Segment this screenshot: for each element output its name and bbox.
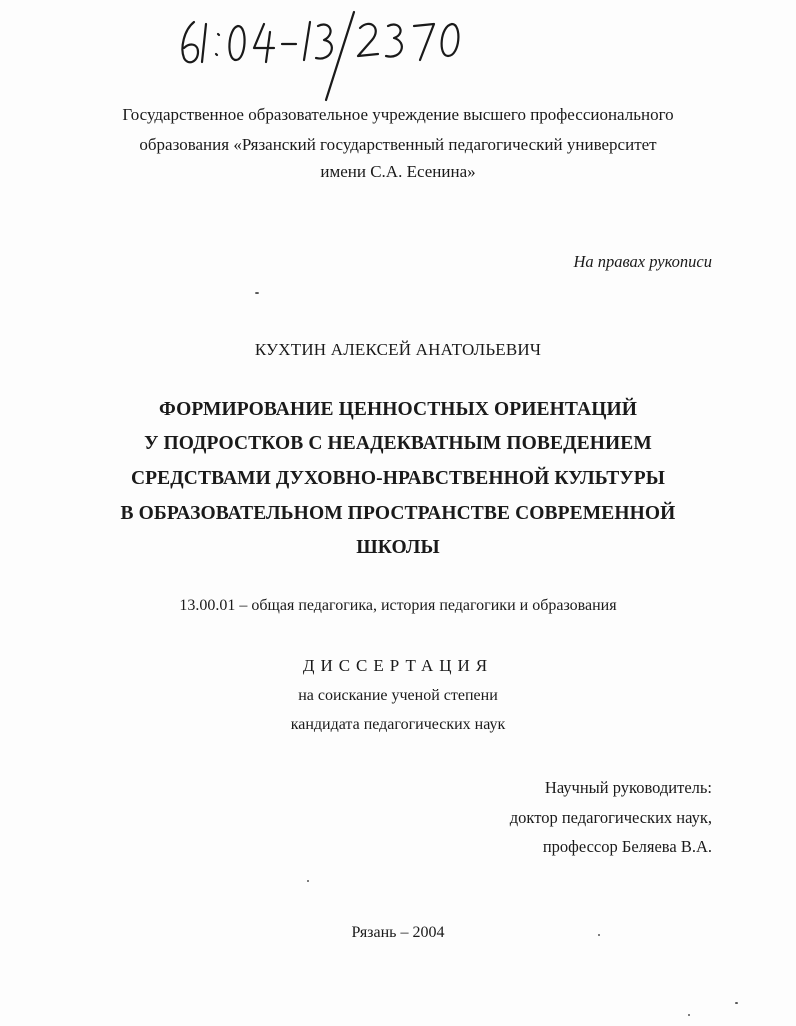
dissertation-heading: ДИССЕРТАЦИЯ	[302, 656, 494, 675]
institution-line-3: имени С.А. Есенина»	[320, 162, 476, 181]
title-line-1: ФОРМИРОВАНИЕ ЦЕННОСТНЫХ ОРИЕНТАЦИЙ	[158, 399, 638, 420]
degree-line-2: кандидата педагогических наук	[290, 716, 506, 733]
place-year: Рязань – 2004	[351, 924, 445, 941]
supervisor-degree: доктор педагогических наук,	[509, 808, 712, 827]
supervisor-label: Научный руководитель:	[544, 778, 712, 797]
degree-line-1: на соискание ученой степени	[298, 687, 498, 704]
manuscript-rights-note: На правах рукописи	[573, 252, 712, 271]
scan-speck	[735, 1002, 738, 1004]
title-line-2: У ПОДРОСТКОВ С НЕАДЕКВАТНЫМ ПОВЕДЕНИЕМ	[144, 433, 652, 454]
institution-line-2: образования «Рязанский государственный педагогический университет	[139, 135, 657, 154]
supervisor-name: профессор Беляева В.А.	[542, 837, 712, 856]
scan-speck	[688, 1014, 690, 1016]
archive-mark-text: 61: 04-13/2370	[176, 4, 183, 5]
title-line-4: В ОБРАЗОВАТЕЛЬНОМ ПРОСТРАНСТВЕ СОВРЕМЕННОЙ	[120, 503, 676, 524]
institution-line-1: Государственное образовательное учреждение высшего профессионального	[122, 105, 674, 124]
title-line-3: СРЕДСТВАМИ ДУХОВНО-НРАВСТВЕННОЙ КУЛЬТУРЫ	[130, 468, 665, 489]
title-line-5: ШКОЛЫ	[356, 537, 440, 558]
handwritten-archive-mark	[176, 4, 476, 104]
scan-speck	[307, 880, 309, 882]
specialty-code: 13.00.01 – общая педагогика, история педагогики и образования	[179, 597, 617, 614]
author-name: КУХТИН АЛЕКСЕЙ АНАТОЛЬЕВИЧ	[254, 340, 542, 359]
scan-speck	[598, 934, 600, 936]
scan-speck	[255, 292, 259, 294]
